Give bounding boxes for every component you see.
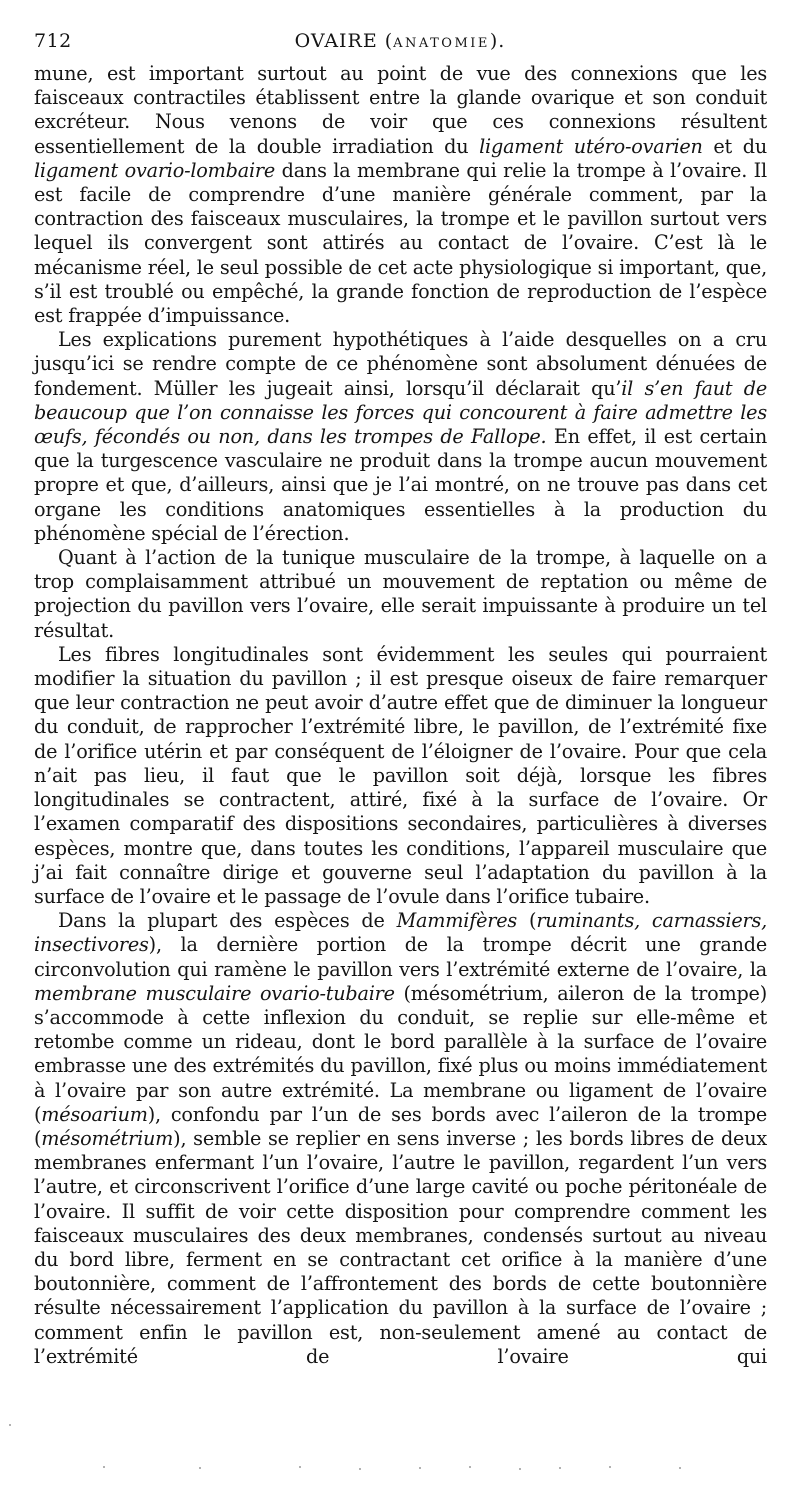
running-head-main: OVAIRE ( xyxy=(294,30,394,52)
speck xyxy=(609,1466,611,1468)
p5-text-5: ), confondu par l’un de ses bords avec l’aileron de la trompe ( xyxy=(34,1102,767,1150)
speck xyxy=(519,1468,521,1470)
p5-text-4: (mésométrium, aileron de la trompe) s’accommode à cette inflexion du conduit, se replie sur elle-même et retombe comme un rideau, dont le bord parallèle à la surface de l’ovaire embrasse une des extrémités du pavillon, fixé plus ou moins immédiatement à l’ovaire par son autre extrémité. La membrane ou ligament de l’ovaire ( xyxy=(34,981,767,1126)
p5-italic-5: mésométrium xyxy=(41,1126,174,1150)
p3-text-1: Quant à l’action de la tunique musculaire de la trompe, à laquelle on a trop complaisamment attribué un mouvement de reptation ou même de projection du pavillon vers l’ovaire, elle serait impuissante à produire un tel résultat. xyxy=(34,546,767,642)
speck xyxy=(559,1467,561,1469)
p5-italic-1: Mammifères xyxy=(396,909,518,933)
paragraph-5 xyxy=(34,909,767,1369)
body-text xyxy=(34,62,767,1369)
speck xyxy=(359,1468,361,1470)
p1-text-2: et du xyxy=(702,134,767,158)
p5-italic-4: mésoarium xyxy=(41,1102,148,1126)
speck xyxy=(679,1467,681,1469)
scan-speckles xyxy=(0,1395,800,1475)
p5-text-2: ( xyxy=(517,909,537,933)
p4-text-1: Les fibres longitudinales sont évidemment les seules qui pourraient modifier la situation du pavillon ; il est presque oiseux de faire remarquer que leur contraction ne peut avoir d’autre effet que de diminuer la longueur du conduit, de rapprocher l’extrémité libre, le pavillon, de l’extrémité fixe de l’orifice utérin et par conséquent de l’éloigner de l’ovaire. Pour que cela n’ait pas lieu, il faut que le pavillon soit déjà, lorsque les fibres longitudinales se contractent, attiré, fixé à la surface de l’ovaire. Or l’examen comparatif des dispositions secondaires, particulières à diverses espèces, montre que, dans toutes les conditions, l’appareil musculaire que j’ai fait connaître dirige et gouverne seul l’adaptation du pavillon à la surface de l’ovaire et le passage de l’ovule dans l’orifice tubaire. xyxy=(34,642,767,908)
speck xyxy=(419,1467,421,1469)
paragraph-1 xyxy=(34,62,767,328)
paragraph-4 xyxy=(34,643,767,909)
speck xyxy=(9,1424,11,1426)
running-head-end: ). xyxy=(489,30,506,52)
p5-text-3: ), la dernière portion de la trompe décrit une grande circonvolution qui ramène le pavillon vers l’extrémité externe de l’ovaire, la xyxy=(34,933,767,981)
paragraph-2 xyxy=(34,328,767,546)
speck xyxy=(103,1466,105,1468)
p5-italic-3: membrane musculaire ovario-tubaire xyxy=(34,981,395,1005)
speck xyxy=(299,1466,301,1468)
p2-text-1: Les explications purement hypothétiques à l’aide desquelles on a cru jusqu’ici se rendre compte de ce phénomène sont absolument dénuées de fondement. Müller les jugeait ainsi, lorsqu’il déclarait qu’ xyxy=(34,328,767,400)
page-number: 712 xyxy=(34,30,72,52)
p2-text-2: En effet, il est certain que la turgescence vasculaire ne produit dans la trompe aucun mouvement propre et que, d’ailleurs, ainsi que je l’ai montré, on ne trouve pas dans cet organe les conditions anatomiques essentielles à la production du phénomène spécial de l’érection. xyxy=(34,425,768,545)
p5-italic-2: ruminants, carnassiers, insectivores xyxy=(34,909,767,957)
paragraph-3 xyxy=(34,546,767,643)
p1-italic-1: ligament utéro-ovarien xyxy=(479,134,703,158)
page-header xyxy=(34,30,766,58)
p1-text-3: dans la membrane qui relie la trompe à l’ovaire. Il est facile de comprendre d’une manière générale comment, par la contraction des faisceaux musculaires, la trompe et le pavillon surtout vers lequel ils convergent sont attirés au contact de l’ovaire. C’est là le mécanisme réel, le seul possible de cet acte physiologique si important, que, s’il est troublé ou empêché, la grande fonction de reproduction de l’espèce est frappée d’impuissance. xyxy=(34,158,767,328)
running-head-small-caps: ANATOMIE xyxy=(393,36,490,51)
speck xyxy=(469,1466,471,1468)
p1-text-1: mune, est important surtout au point de vue des connexions que les faisceaux contractiles établissent entre la glande ovarique et son conduit excréteur. Nous venons de voir que ces connexions résultent essentiellement de la double irradiation du xyxy=(34,62,767,158)
speck xyxy=(199,1467,201,1469)
running-head xyxy=(34,30,766,52)
p1-italic-2: ligament ovario-lombaire xyxy=(34,158,276,182)
p5-text-1: Dans la plupart des espèces de xyxy=(58,909,397,933)
p2-italic-1: il s’en faut de beaucoup que l’on connaisse les forces qui concourent à faire admettre les œufs, fécondés ou non, dans les trompes de Fallope. xyxy=(34,376,767,449)
p5-text-6: ), semble se replier en sens inverse ; les bords libres de deux membranes enfermant l’un l’ovaire, l’autre le pavillon, regardent l’un vers l’autre, et circonscrivent l’orifice d’une large cavité ou poche péritonéale de l’ovaire. Il suffit de voir cette disposition pour comprendre comment les faisceaux musculaires des deux membranes, condensés surtout au niveau du bord libre, ferment en se contractant cet orifice à la manière d’une boutonnière, comment de l’affrontement des bords de cette boutonnière résulte nécessairement l’application du pavillon à la surface de l’ovaire ; comment enfin le pavillon est, non-seulement amené au contact de l’extrémité de l’ovaire qui xyxy=(34,1126,767,1368)
